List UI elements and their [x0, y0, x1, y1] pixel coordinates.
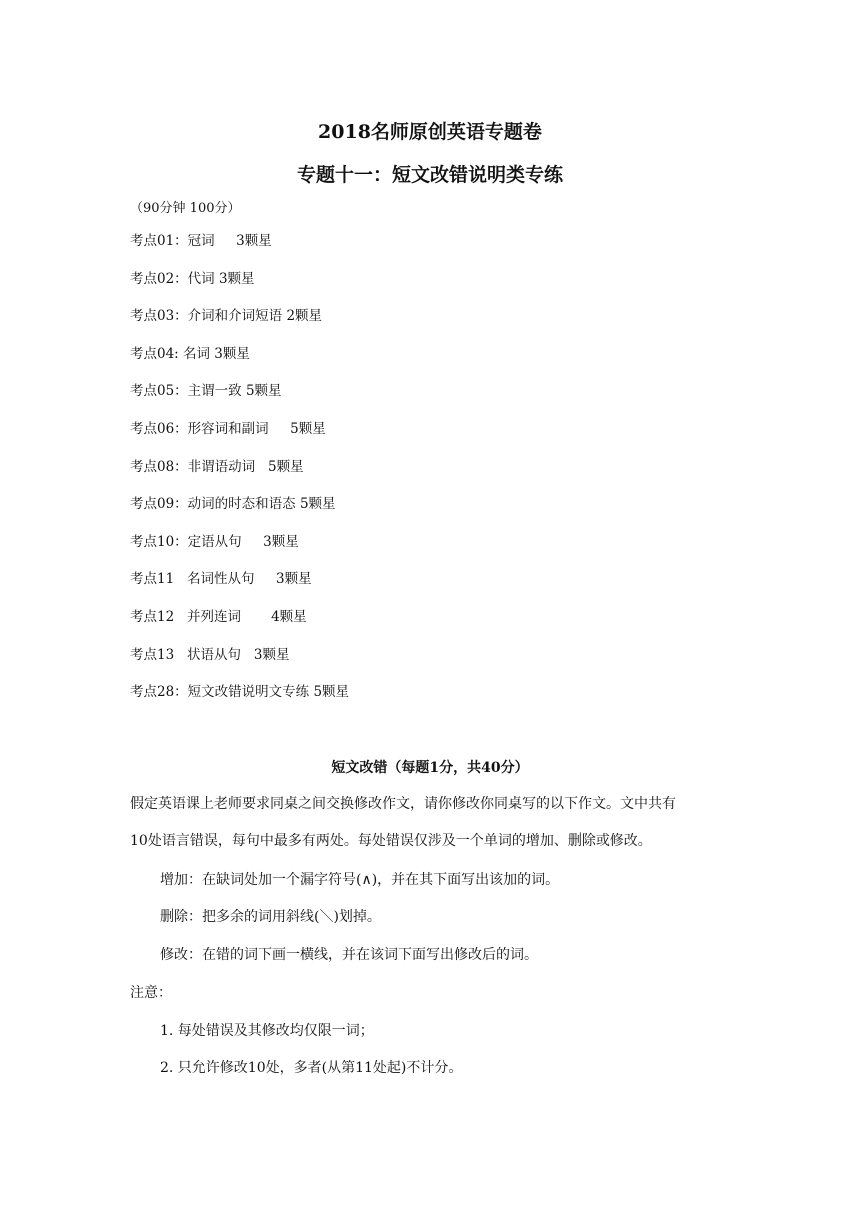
topic-point: 考点09：动词的时态和语态 5颗星 — [130, 496, 336, 513]
topic-point: 考点08：非谓语动词 5颗星 — [130, 458, 304, 475]
topic-point: 考点12 并列连词 4颗星 — [130, 608, 307, 625]
topic-point: 考点04: 名词 3颗星 — [130, 345, 250, 362]
topic-point: 考点28：短文改错说明文专练 5颗星 — [130, 684, 350, 701]
note-item: 2. 只允许修改10处，多者(从第11处起)不计分。 — [160, 1060, 463, 1076]
topic-point: 考点03：介词和介词短语 2颗星 — [130, 308, 323, 325]
exam-duration: （90分钟 100分） — [130, 201, 241, 216]
note-label: 注意： — [130, 985, 172, 1001]
topic-point: 考点13 状语从句 3颗星 — [130, 646, 290, 663]
topic-point: 考点06：形容词和副词 5颗星 — [130, 420, 326, 437]
topic-point: 考点02：代词 3颗星 — [130, 270, 255, 287]
topic-point: 考点10：定语从句 3颗星 — [130, 533, 299, 550]
instructions-line: 假定英语课上老师要求同桌之间交换修改作文，请你修改你同桌写的以下作文。文中共有 — [130, 796, 676, 812]
section-title: 短文改错（每题1分，共40分） — [331, 760, 529, 776]
topic-point: 考点01：冠词 3颗星 — [130, 233, 272, 249]
topic-points-list — [130, 230, 349, 719]
note-item: 1. 每处错误及其修改均仅限一词； — [160, 1023, 374, 1039]
document-subtitle: 专题十一：短文改错说明类专练 — [296, 164, 563, 186]
document-title: 2018名师原创英语专题卷 — [318, 121, 542, 143]
instructions-line: 10处语言错误，每句中最多有两处。每处错误仅涉及一个单词的增加、删除或修改。 — [130, 833, 652, 849]
instructions-paragraph — [130, 793, 745, 867]
rule-add: 增加：在缺词处加一个漏字符号(∧)，并在其下面写出该加的词。 — [160, 872, 560, 888]
topic-point: 考点05：主谓一致 5颗星 — [130, 383, 282, 400]
rule-delete: 删除：把多余的词用斜线(＼)划掉。 — [160, 909, 381, 925]
topic-point: 考点11 名词性从句 3颗星 — [130, 571, 312, 588]
rule-modify: 修改：在错的词下画一横线，并在该词下面写出修改后的词。 — [160, 947, 538, 963]
